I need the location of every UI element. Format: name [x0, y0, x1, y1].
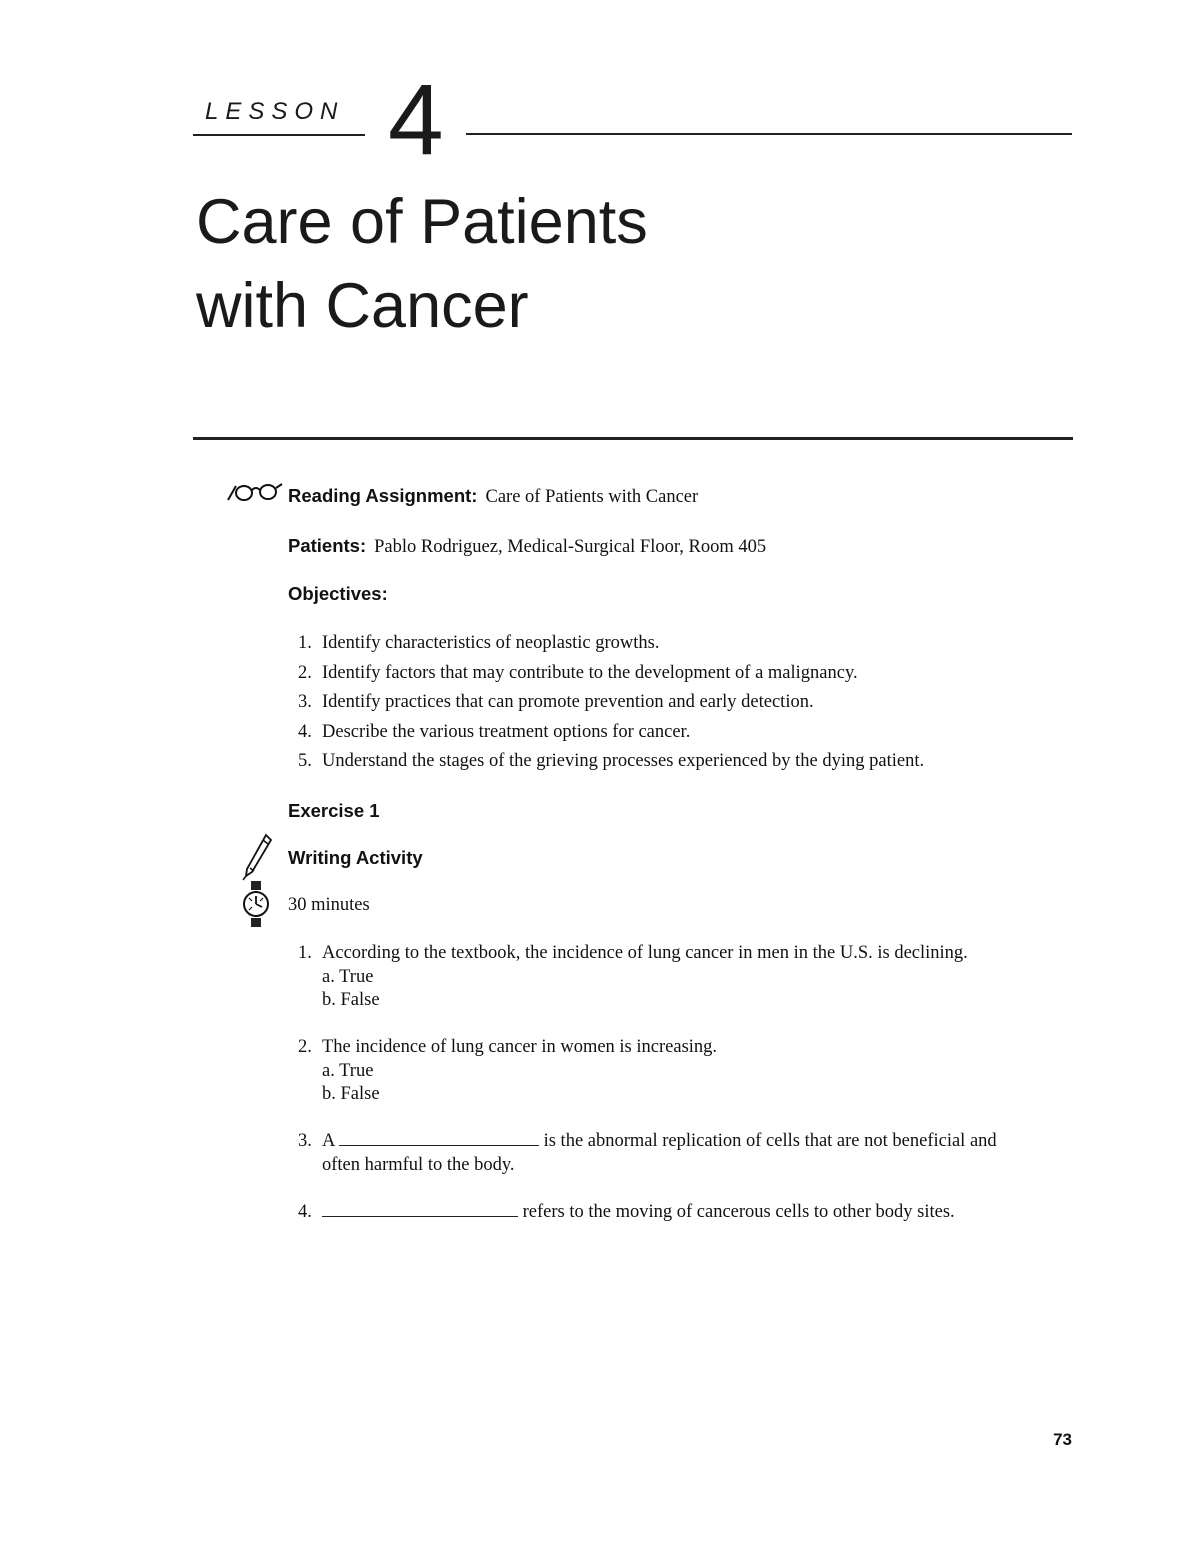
lesson-number: 4: [388, 64, 444, 176]
item-text: Describe the various treatment options for cancer.: [322, 721, 691, 742]
pen-icon: [240, 832, 274, 882]
item-text: Understand the stages of the grieving processes experienced by the dying patient.: [322, 751, 925, 771]
item-number: 2.: [298, 662, 312, 683]
lesson-rule-left: [193, 134, 365, 136]
item-text: Identify characteristics of neoplastic growths.: [322, 633, 660, 653]
glasses-icon: [224, 480, 284, 504]
patients-line: [288, 535, 766, 558]
option-letter: b.: [322, 990, 336, 1010]
question-continuation: often harmful to the body.: [322, 1154, 515, 1175]
list-item: [298, 718, 924, 748]
question-number: 1.: [298, 943, 312, 963]
list-item: [298, 747, 924, 777]
list-item: [298, 688, 924, 718]
question-prefix: A: [322, 1131, 335, 1151]
option-text: True: [339, 1060, 374, 1081]
option-letter: b.: [322, 1084, 336, 1104]
page-title: [196, 180, 648, 348]
question-3: [298, 1129, 997, 1177]
question-4: [298, 1200, 955, 1223]
writing-activity-label: Writing Activity: [288, 847, 423, 868]
patients-value: Pablo Rodriguez, Medical-Surgical Floor, Room 405: [374, 537, 767, 557]
item-text: Identify practices that can promote prevention and early detection.: [322, 692, 814, 712]
item-number: 3.: [298, 692, 312, 712]
question-text: The incidence of lung cancer in women is increasing.: [322, 1037, 718, 1057]
option-b[interactable]: [298, 989, 968, 1013]
page-number: 73: [1053, 1430, 1072, 1449]
question-text: is the abnormal replication of cells that are not beneficial and: [543, 1131, 997, 1151]
answer-blank[interactable]: [322, 1200, 518, 1217]
item-text: Identify factors that may contribute to the development of a malignancy.: [322, 662, 858, 683]
objectives-list: [298, 629, 924, 777]
item-number: 4.: [298, 721, 312, 742]
question-text: refers to the moving of cancerous cells to other body sites.: [522, 1202, 955, 1222]
question-stem: [298, 942, 968, 966]
objectives-heading: Objectives:: [288, 583, 388, 604]
reading-label: Reading Assignment:: [288, 485, 478, 506]
option-text: False: [340, 1084, 380, 1104]
question-stem: [298, 1036, 717, 1060]
question-1: [298, 942, 968, 1013]
reading-value: Care of Patients with Cancer: [485, 487, 699, 507]
list-item: [298, 629, 924, 659]
stopwatch-icon: [241, 880, 271, 928]
section-divider: [193, 437, 1073, 440]
question-number: 4.: [298, 1202, 312, 1222]
title-line-1: Care of Patients: [196, 187, 648, 257]
lesson-label: LESSON: [205, 98, 345, 125]
list-item: [298, 659, 924, 689]
question-number: 2.: [298, 1037, 312, 1057]
title-line-2: with Cancer: [196, 271, 529, 341]
option-a[interactable]: [298, 966, 968, 990]
option-letter: a.: [322, 1060, 335, 1081]
answer-blank[interactable]: [339, 1129, 539, 1146]
patients-label: Patients:: [288, 535, 367, 556]
option-b[interactable]: [298, 1083, 717, 1107]
exercise-heading: Exercise 1: [288, 800, 380, 821]
option-letter: a.: [322, 966, 335, 987]
question-text: According to the textbook, the incidence of lung cancer in men in the U.S. is declining.: [322, 943, 968, 963]
question-number: 3.: [298, 1131, 312, 1151]
item-number: 5.: [298, 751, 312, 771]
option-a[interactable]: [298, 1060, 717, 1084]
question-stem: [298, 1129, 997, 1154]
question-2: [298, 1036, 717, 1107]
reading-assignment: [288, 485, 698, 508]
duration-text: 30 minutes: [288, 895, 370, 915]
option-text: False: [340, 990, 380, 1010]
option-text: True: [339, 966, 374, 987]
item-number: 1.: [298, 633, 312, 653]
lesson-rule-right: [466, 133, 1072, 135]
